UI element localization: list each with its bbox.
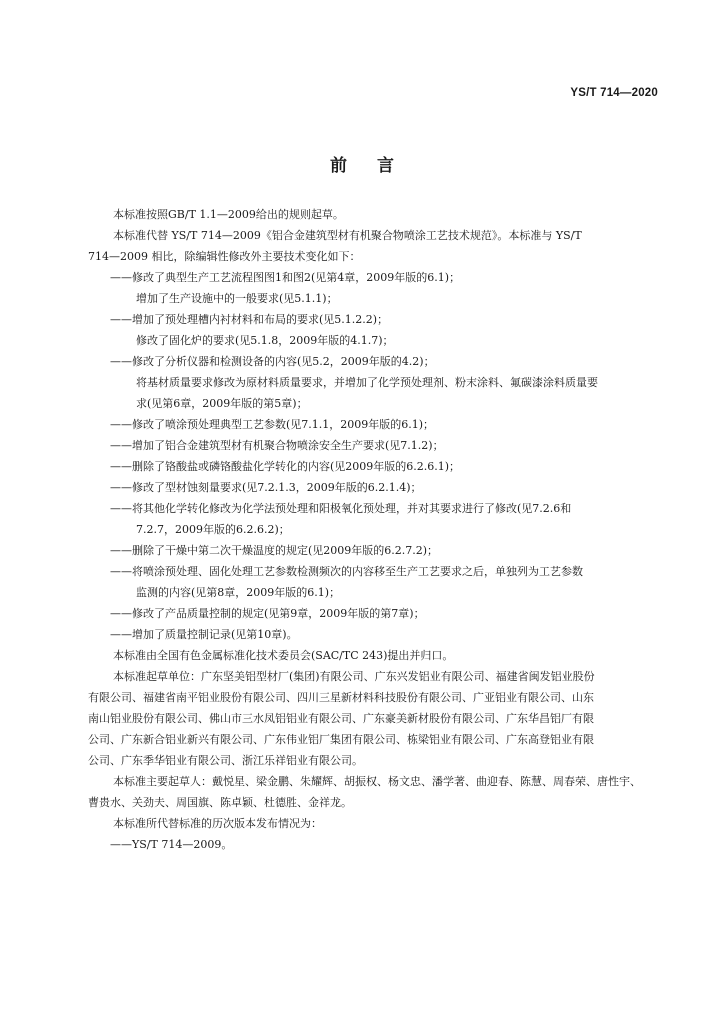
paragraph-line: 本标准代替 YS/T 714—2009《铝合金建筑型材有机聚合物喷涂工艺技术规范》。本标准与 YS/T	[113, 229, 582, 242]
paragraph-line: 公司、广东新合铝业新兴有限公司、广东伟业铝厂集团有限公司、栋梁铝业有限公司、广东高登铝业有限	[88, 733, 594, 746]
list-item: ——增加了质量控制记录(见第10章)。	[110, 628, 298, 641]
list-item: ——修改了典型生产工艺流程图图1和图2(见第4章，2009年版的6.1)；	[110, 271, 461, 284]
list-item: ——将喷涂预处理、固化处理工艺参数检测频次的内容移至生产工艺要求之后，单独列为工艺参数	[110, 565, 583, 578]
list-item: ——修改了型材蚀刻量要求(见7.2.1.3，2009年版的6.2.1.4)；	[110, 481, 422, 494]
list-item-continuation: 增加了生产设施中的一般要求(见5.1.1)；	[136, 292, 338, 305]
list-item: ——将其他化学转化修改为化学法预处理和阳极氧化预处理，并对其要求进行了修改(见7.2.6和	[110, 502, 572, 515]
paragraph-line: 本标准由全国有色金属标准化技术委员会(SAC/TC 243)提出并归口。	[113, 649, 454, 662]
list-item: ——删除了干燥中第二次干燥温度的规定(见2009年版的6.2.7.2)；	[110, 544, 439, 557]
standard-code: YS/T 714—2020	[570, 87, 658, 99]
page-title: 前言	[330, 156, 424, 176]
paragraph-line: 公司、广东季华铝业有限公司、浙江乐祥铝业有限公司。	[88, 754, 363, 767]
list-item-continuation: 监测的内容(见第8章，2009年版的6.1)；	[136, 586, 341, 599]
foreword-body	[88, 204, 660, 855]
list-item: ——修改了分析仪器和检测设备的内容(见5.2，2009年版的4.2)；	[110, 355, 435, 368]
list-item: ——增加了预处理槽内衬材料和布局的要求(见5.1.2.2)；	[110, 313, 389, 326]
list-item-continuation: 将基材质量要求修改为原材料质量要求，并增加了化学预处理剂、粉末涂料、氟碳漆涂料质量要	[136, 376, 598, 389]
paragraph-line: 714—2009 相比，除编辑性修改外主要技术变化如下：	[88, 250, 361, 263]
list-item-continuation: 修改了固化炉的要求(见5.1.8，2009年版的4.1.7)；	[136, 334, 394, 347]
list-item: ——修改了喷涂预处理典型工艺参数(见7.1.1，2009年版的6.1)；	[110, 418, 435, 431]
list-item: ——删除了铬酸盐或磷铬酸盐化学转化的内容(见2009年版的6.2.6.1)；	[110, 460, 461, 473]
paragraph-line: 有限公司、福建省南平铝业股份有限公司、四川三星新材料科技股份有限公司、广亚铝业有限公司、山东	[88, 691, 594, 704]
paragraph-line: 本标准主要起草人：戴悦星、梁金鹏、朱耀辉、胡振权、杨文忠、潘学著、曲迎春、陈慧、周春荣、唐性宇、	[113, 775, 641, 788]
paragraph-line: 本标准所代替标准的历次版本发布情况为：	[113, 817, 322, 830]
list-item-continuation: 7.2.7，2009年版的6.2.6.2)；	[136, 523, 290, 536]
list-item-continuation: 求(见第6章，2009年版的第5章)；	[136, 397, 308, 410]
list-item: ——修改了产品质量控制的规定(见第9章，2009年版的第7章)；	[110, 607, 425, 620]
paragraph-line: 曹贵水、关劲夫、周国旗、陈卓颖、杜德胜、金祥龙。	[88, 796, 352, 809]
list-item: ——YS/T 714—2009。	[110, 838, 233, 851]
paragraph-line: 本标准起草单位：广东坚美铝型材厂(集团)有限公司、广东兴发铝业有限公司、福建省闽发铝业股份	[113, 670, 595, 683]
list-item: ——增加了铝合金建筑型材有机聚合物喷涂安全生产要求(见7.1.2)；	[110, 439, 444, 452]
paragraph-line: 南山铝业股份有限公司、佛山市三水凤铝铝业有限公司、广东豪美新材股份有限公司、广东华昌铝厂有限	[88, 712, 594, 725]
paragraph-line: 本标准按照GB/T 1.1—2009给出的规则起草。	[113, 208, 344, 221]
